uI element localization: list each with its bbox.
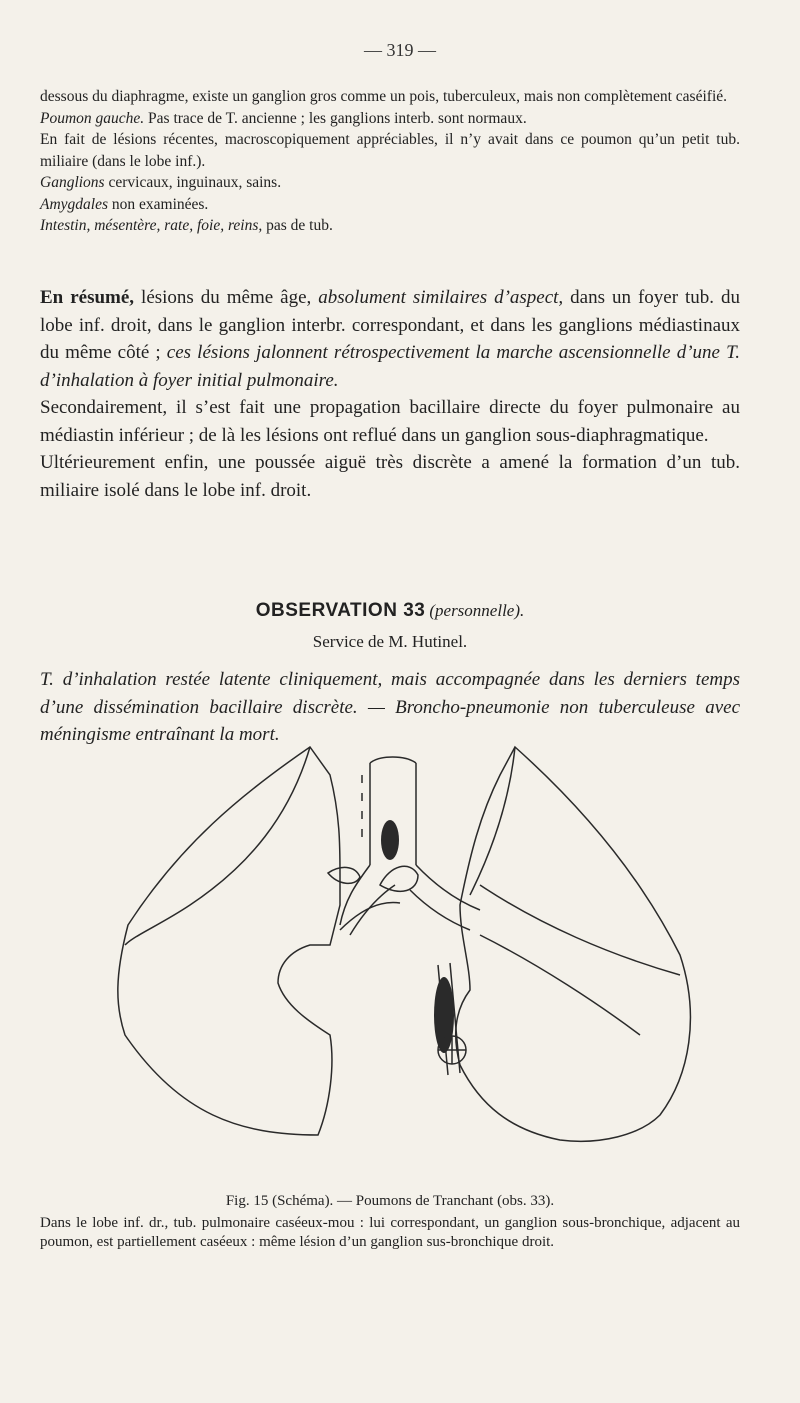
left-fissure <box>125 747 310 945</box>
observation-heading <box>40 600 740 622</box>
ganglions-paragraph <box>40 172 740 194</box>
bronchial-loop-left <box>328 867 360 883</box>
left-lung-label: Poumon gauche. <box>40 109 145 127</box>
figure-caption-text: Dans le lobe inf. dr., tub. pulmonaire caséeux-mou : lui correspondant, un ganglion sous-bronchique, adjacent au poumon, est partiellement caséeux : même lésion d’un ganglion sus-bronchique droit. <box>40 1215 740 1250</box>
ganglions-text: cervicaux, inguinaux, sains. <box>104 174 282 191</box>
amygdales-text: non examinées. <box>108 195 209 213</box>
summary-italic-2: ces lésions jalonnent rétrospectivement la marche ascensionnelle d’une T. d’inhalation à foyer initial pulmonaire. <box>40 342 740 391</box>
ulterior-paragraph: Ultérieurement enfin, une poussée aiguë très discrète a amené la formation d’un tub. miliaire isolé dans le lobe inf. droit. <box>40 452 740 501</box>
summary-text-1: lésions du même âge, <box>134 287 319 308</box>
page-number: — 319 — <box>364 40 436 60</box>
intro-line: dessous du diaphragme, existe un ganglion gros comme un pois, tuberculeux, mais non complètement caséifié. <box>40 88 728 105</box>
intestin-paragraph <box>40 215 740 237</box>
summary-text-2: dans un foyer tub. du lobe inf. droit, dans le ganglion interbr. correspondant, et dans les ganglions médiastinaux du même côté ; <box>40 287 741 363</box>
summary-paragraph <box>40 284 740 394</box>
amygdales-label: Amygdales <box>40 195 109 213</box>
left-lung-outline <box>118 747 340 1135</box>
intestin-label: Intestin, mésentère, rate, foie, reins, <box>40 217 263 234</box>
ganglion-mediastinal <box>434 977 454 1053</box>
left-lung-text: Pas trace de T. ancienne ; les ganglions interb. sont normaux. <box>144 109 527 127</box>
left-lung-paragraph <box>40 108 740 130</box>
right-fissure-upper <box>470 747 515 895</box>
right-fissure-lower <box>480 885 680 975</box>
intestin-text: pas de tub. <box>262 217 333 234</box>
observation-description: T. d’inhalation restée latente cliniquement, mais accompagnée dans les derniers temps d’une dissémination bacillaire discrète. — Broncho-pneumonie non tuberculeuse avec méningisme entraînant la mort. <box>40 669 740 745</box>
observation-title: OBSERVATION 33 <box>255 600 426 621</box>
intro-text <box>40 86 740 237</box>
secondary-paragraph: Secondairement, il s’est fait une propagation bacillaire directe du foyer pulmonaire au médiastin inférieur ; de là les lésions ont reflué dans un ganglion sous-diaphragmatique. <box>40 397 740 446</box>
bronchial-loop-mid <box>380 866 418 891</box>
lung-schema-figure <box>40 735 760 1155</box>
trachea-top <box>370 757 416 763</box>
figure-caption-title: Fig. 15 (Schéma). — Poumons de Tranchant (obs. 33). <box>225 1193 555 1209</box>
right-lung-outline <box>456 747 691 1141</box>
right-fissure-mid <box>480 935 640 1035</box>
summary-text <box>40 284 740 504</box>
observation-service: Service de M. Hutinel. <box>312 632 468 651</box>
right-bronchus <box>410 865 480 930</box>
observation-note: (personnelle). <box>429 601 525 620</box>
ganglion-sus-bronchique <box>381 820 399 860</box>
ganglions-label: Ganglions <box>40 174 105 191</box>
summary-lead: En résumé, <box>40 287 135 308</box>
amygdales-paragraph <box>40 194 740 216</box>
summary-italic-1: absolument similaires d’aspect, <box>318 287 564 308</box>
recent-lesions-paragraph: En fait de lésions récentes, macroscopiquement appréciables, il n’y avait dans ce poumon qu’un petit tub. miliaire (dans le lobe inf.). <box>40 131 740 170</box>
